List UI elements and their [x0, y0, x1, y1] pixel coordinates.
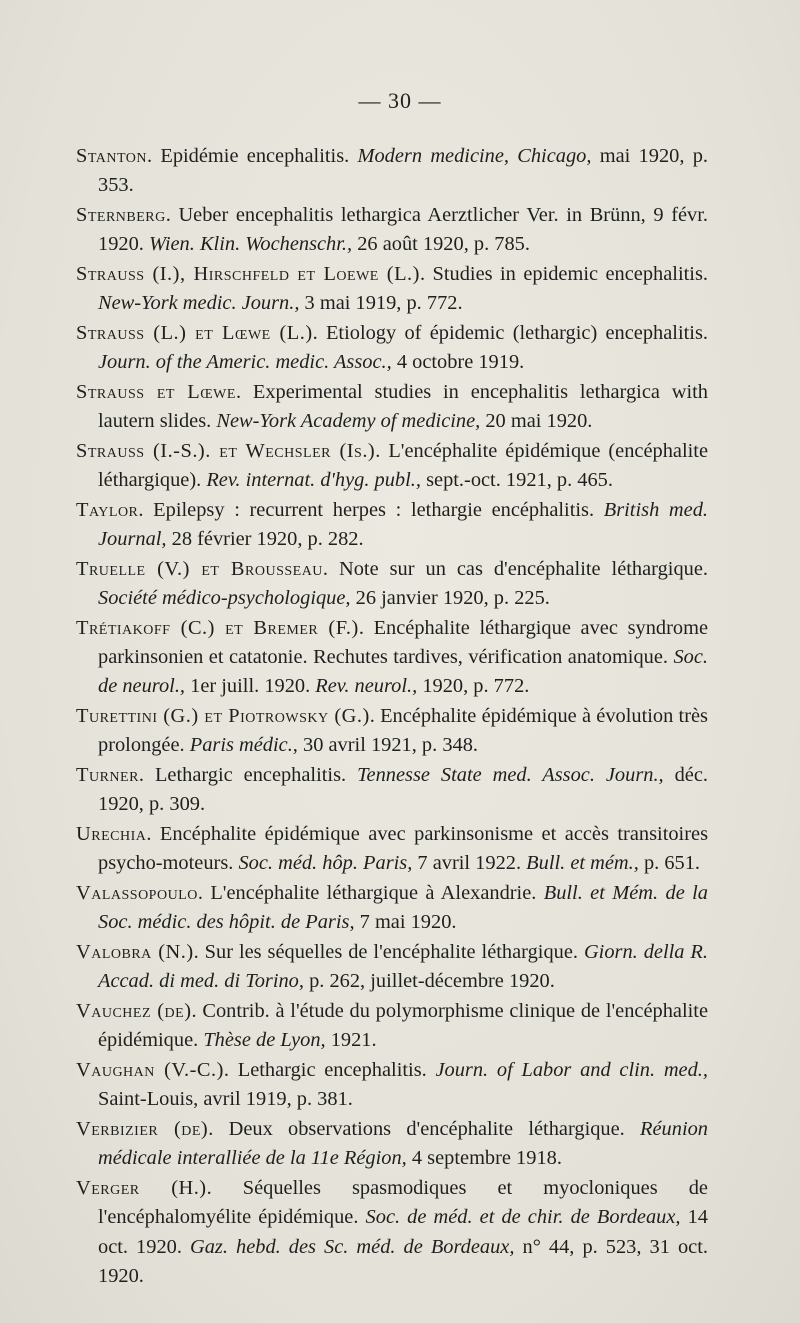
- entry-text: . Etiology of épidemic (lethargic) encephalitis.: [312, 322, 708, 344]
- bibliography-entry: [76, 496, 708, 554]
- entry-details: Saint-Louis, avril 1919, p. 381.: [98, 1088, 353, 1111]
- entry-source: Modern medicine, Chicago,: [357, 145, 592, 167]
- entry-author: Turner: [76, 764, 139, 787]
- entry-source: Tennesse State med. Assoc. Journ.,: [357, 764, 664, 787]
- entry-source: Rev. internat. d'hyg. publ.,: [206, 469, 421, 492]
- entry-text: . Deux observations d'encéphalite léthargique.: [208, 1118, 641, 1141]
- entry-author: Turettini (G.) et Piotrowsky (G.): [76, 705, 370, 728]
- entry-details: 26 janvier 1920, p. 225.: [350, 587, 550, 610]
- bibliography-list: [76, 142, 708, 1292]
- entry-source: Bull. et mém.,: [526, 852, 639, 875]
- entry-details: 4 octobre 1919.: [391, 351, 525, 374]
- bibliography-entry: [76, 1056, 708, 1114]
- bibliography-entry: [76, 702, 708, 760]
- entry-text: . L'encéphalite épidémique (encéphalite léthargique).: [98, 440, 708, 492]
- bibliography-entry: [76, 1115, 708, 1173]
- entry-source: Réunion médicale interalliée de la 11e Région,: [98, 1118, 708, 1170]
- entry-author: Stanton: [76, 145, 148, 167]
- entry-author: Truelle (V.) et Brousseau: [76, 558, 323, 580]
- entry-author: Verbizier (de): [76, 1118, 209, 1141]
- entry-source: Gaz. hebd. des Sc. méd. de Bordeaux,: [190, 1235, 515, 1258]
- entry-text: . Epilepsy : recurrent herpes : lethargie encéphalitis.: [138, 499, 604, 521]
- entry-author: Strauss (I.), Hirschfeld et Loewe (L.): [76, 263, 420, 285]
- page-number: — 30 —: [358, 88, 442, 113]
- entry-text: . L'encéphalite léthargique à Alexandrie.: [197, 882, 544, 905]
- entry-details: 7 avril 1922.: [412, 852, 527, 875]
- entry-source: Société médico-psychologique,: [98, 587, 351, 610]
- entry-author: Valobra (N.): [76, 941, 194, 964]
- entry-author: Sternberg: [76, 204, 166, 226]
- entry-author: Verger (H.): [76, 1177, 207, 1200]
- bibliography-entry: [76, 378, 708, 436]
- entry-details: 3 mai 1919, p. 772.: [299, 292, 463, 315]
- bibliography-entry: [76, 879, 708, 937]
- entry-details: 30 avril 1921, p. 348.: [297, 734, 479, 757]
- entry-text: . Contrib. à l'étude du polymorphisme clinique de l'encéphalite épidémique.: [98, 1000, 708, 1052]
- entry-details: p. 651.: [638, 852, 701, 875]
- entry-details: 4 septembre 1918.: [406, 1147, 562, 1170]
- entry-text: . Lethargic encephalitis.: [138, 764, 358, 787]
- entry-author: Urechia: [76, 823, 147, 846]
- bibliography-entry: [76, 437, 708, 495]
- entry-author: Taylor: [76, 499, 139, 521]
- entry-details: 20 mai 1920.: [480, 410, 593, 433]
- entry-source: Journ. of the Americ. medic. Assoc.,: [98, 351, 392, 374]
- bibliography-entry: [76, 319, 708, 377]
- entry-details: 7 mai 1920.: [354, 911, 457, 934]
- entry-text: . Sur les séquelles de l'encéphalite léthargique.: [193, 941, 584, 964]
- entry-details: p. 262, juillet-décembre 1920.: [303, 970, 555, 993]
- entry-text: . Encéphalite épidémique avec parkinsonisme et accès transitoires psycho-moteurs.: [98, 823, 708, 875]
- entry-author: Valassopoulo: [76, 882, 198, 905]
- entry-details: déc. 1920, p. 309.: [98, 764, 708, 816]
- entry-text: . Encéphalite épidémique à évolution très prolongée.: [98, 705, 708, 757]
- entry-source: British med. Journal,: [98, 499, 708, 551]
- entry-source: Soc. de neurol.,: [98, 646, 708, 698]
- entry-source: Soc. méd. hôp. Paris,: [238, 852, 413, 875]
- entry-author: Strauss (L.) et Lœwe (L.): [76, 322, 313, 344]
- entry-source: Bull. et Mém. de la Soc. médic. des hôpit. de Paris,: [98, 882, 708, 934]
- bibliography-entry: [76, 260, 708, 318]
- entry-details: 26 août 1920, p. 785.: [352, 233, 530, 256]
- bibliography-entry: [76, 142, 708, 200]
- entry-source: Giorn. della R. Accad. di med. di Torino,: [98, 941, 708, 993]
- entry-text: . Studies in epidemic encephalitis.: [419, 263, 708, 285]
- entry-author: Trétiakoff (C.) et Bremer (F.): [76, 617, 359, 639]
- entry-details: 1920, p. 772.: [417, 675, 530, 698]
- bibliography-entry: [76, 614, 708, 702]
- entry-source: New-York Academy of medicine,: [216, 410, 481, 433]
- entry-details: 28 février 1920, p. 282.: [166, 528, 364, 551]
- entry-text: . Séquelles spasmodiques et myocloniques de l'encéphalomyélite épidémique.: [98, 1177, 708, 1229]
- entry-details: 14 oct. 1920.: [98, 1206, 708, 1258]
- bibliography-entry: [76, 1174, 708, 1291]
- bibliography-entry: [76, 820, 708, 878]
- entry-text: . Note sur un cas d'encéphalite léthargique.: [322, 558, 708, 580]
- entry-source: Paris médic.,: [189, 734, 298, 757]
- entry-details: sept.-oct. 1921, p. 465.: [420, 469, 613, 492]
- entry-author: Vaughan (V.-C.): [76, 1059, 224, 1082]
- bibliography-entry: [76, 555, 708, 613]
- entry-details: 1er juill. 1920.: [185, 675, 316, 698]
- bibliography-entry: [76, 761, 708, 819]
- entry-details: n° 44, p. 523, 31 oct. 1920.: [98, 1235, 708, 1287]
- entry-source: Thèse de Lyon,: [203, 1029, 326, 1052]
- entry-source: Wien. Klin. Wochenschr.,: [148, 233, 353, 256]
- entry-text: . Ueber encephalitis lethargica Aerztlicher Ver. in Brünn, 9 févr. 1920.: [98, 204, 708, 256]
- entry-text: . Lethargic encephalitis.: [223, 1059, 436, 1082]
- entry-text: . Experimental studies in encephalitis lethargica with lautern slides.: [98, 381, 708, 433]
- entry-source: Soc. de méd. et de chir. de Bordeaux,: [365, 1206, 681, 1229]
- entry-source: Rev. neurol.,: [315, 675, 418, 698]
- entry-text: . Epidémie encephalitis.: [147, 145, 358, 167]
- bibliography-entry: [76, 201, 708, 259]
- entry-source: Journ. of Labor and clin. med.,: [435, 1059, 709, 1082]
- entry-author: Strauss (I.-S.). et Wechsler (Is.): [76, 440, 376, 462]
- bibliography-entry: [76, 938, 708, 996]
- entry-author: Strauss et Lœwe: [76, 381, 236, 403]
- entry-details: mai 1920, p. 353.: [98, 145, 708, 197]
- entry-source: New-York medic. Journ.,: [98, 292, 300, 315]
- entry-details: 1921.: [325, 1029, 377, 1052]
- bibliography-entry: [76, 997, 708, 1055]
- entry-author: Vauchez (de): [76, 1000, 192, 1023]
- entry-text: . Encéphalite léthargique avec syndrome parkinsonien et catatonie. Rechutes tardives, vérification anatomique.: [98, 617, 709, 669]
